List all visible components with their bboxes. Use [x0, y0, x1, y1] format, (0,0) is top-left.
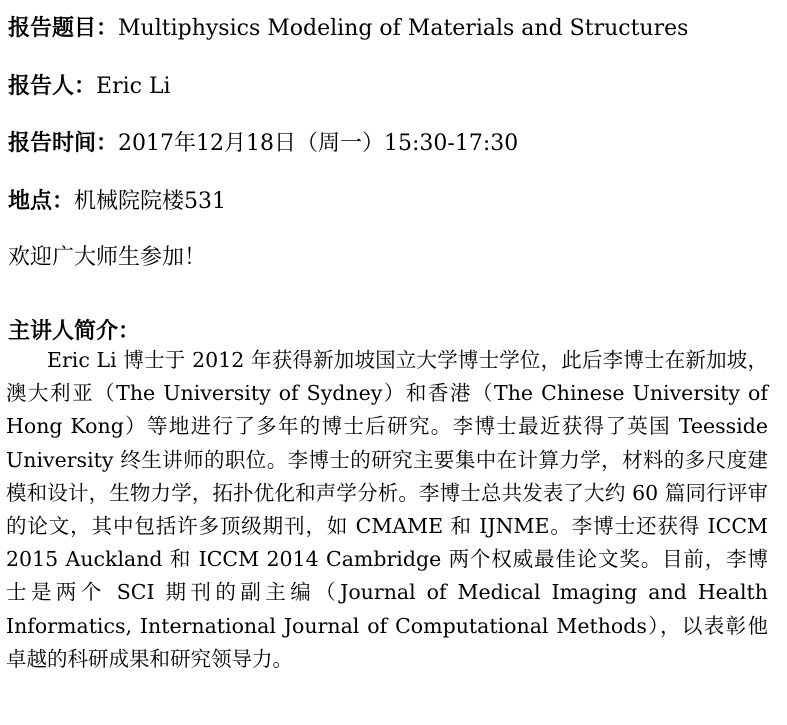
time-label: 报告时间： [8, 130, 119, 156]
bio-paragraph: Eric Li 博士于 2012 年获得新加坡国立大学博士学位，此后李博士在新加坡，澳大利亚（The University of Sydney）和香港（The Chinese University of Hong Kong）等地进行了多年的博士后研究。李博士最近获得了英国 Teesside University 终生讲师的职位。李博士的研究主要集中在计算力学，材料的多尺度建模和设计，生物力学，拓扑优化和声学分析。李博士总共发表了大约 60 篇同行评审的论文，其中包括许多顶级期刊，如 CMAME 和 IJNME。李博士还获得 ICCM 2015 Auckland 和 ICCM 2014 Cambridge 两个权威最佳论文奖。目前，李博士是两个 SCI 期刊的副主编（Journal of Medical Imaging and Health Informatics, International Journal of Computational Methods），以表彰他卓越的科研成果和研究领导力。 [6, 348, 768, 671]
time-value: 2017年12月18日（周一）15:30-17:30 [118, 131, 519, 156]
speaker-label: 报告人： [8, 73, 97, 99]
bio-heading: 主讲人简介： [8, 318, 141, 344]
report-title-label: 报告题目： [8, 15, 119, 41]
welcome-text: 欢迎广大师生参加！ [8, 245, 207, 270]
location-value: 机械院院楼531 [74, 189, 227, 214]
location-label: 地点： [8, 188, 75, 214]
time-line [8, 129, 518, 158]
report-title-line [8, 14, 688, 43]
speaker-line [8, 72, 171, 101]
location-line [8, 187, 226, 216]
report-title-value: Multiphysics Modeling of Materials and Structures [118, 16, 689, 41]
speaker-value: Eric Li [96, 74, 171, 99]
